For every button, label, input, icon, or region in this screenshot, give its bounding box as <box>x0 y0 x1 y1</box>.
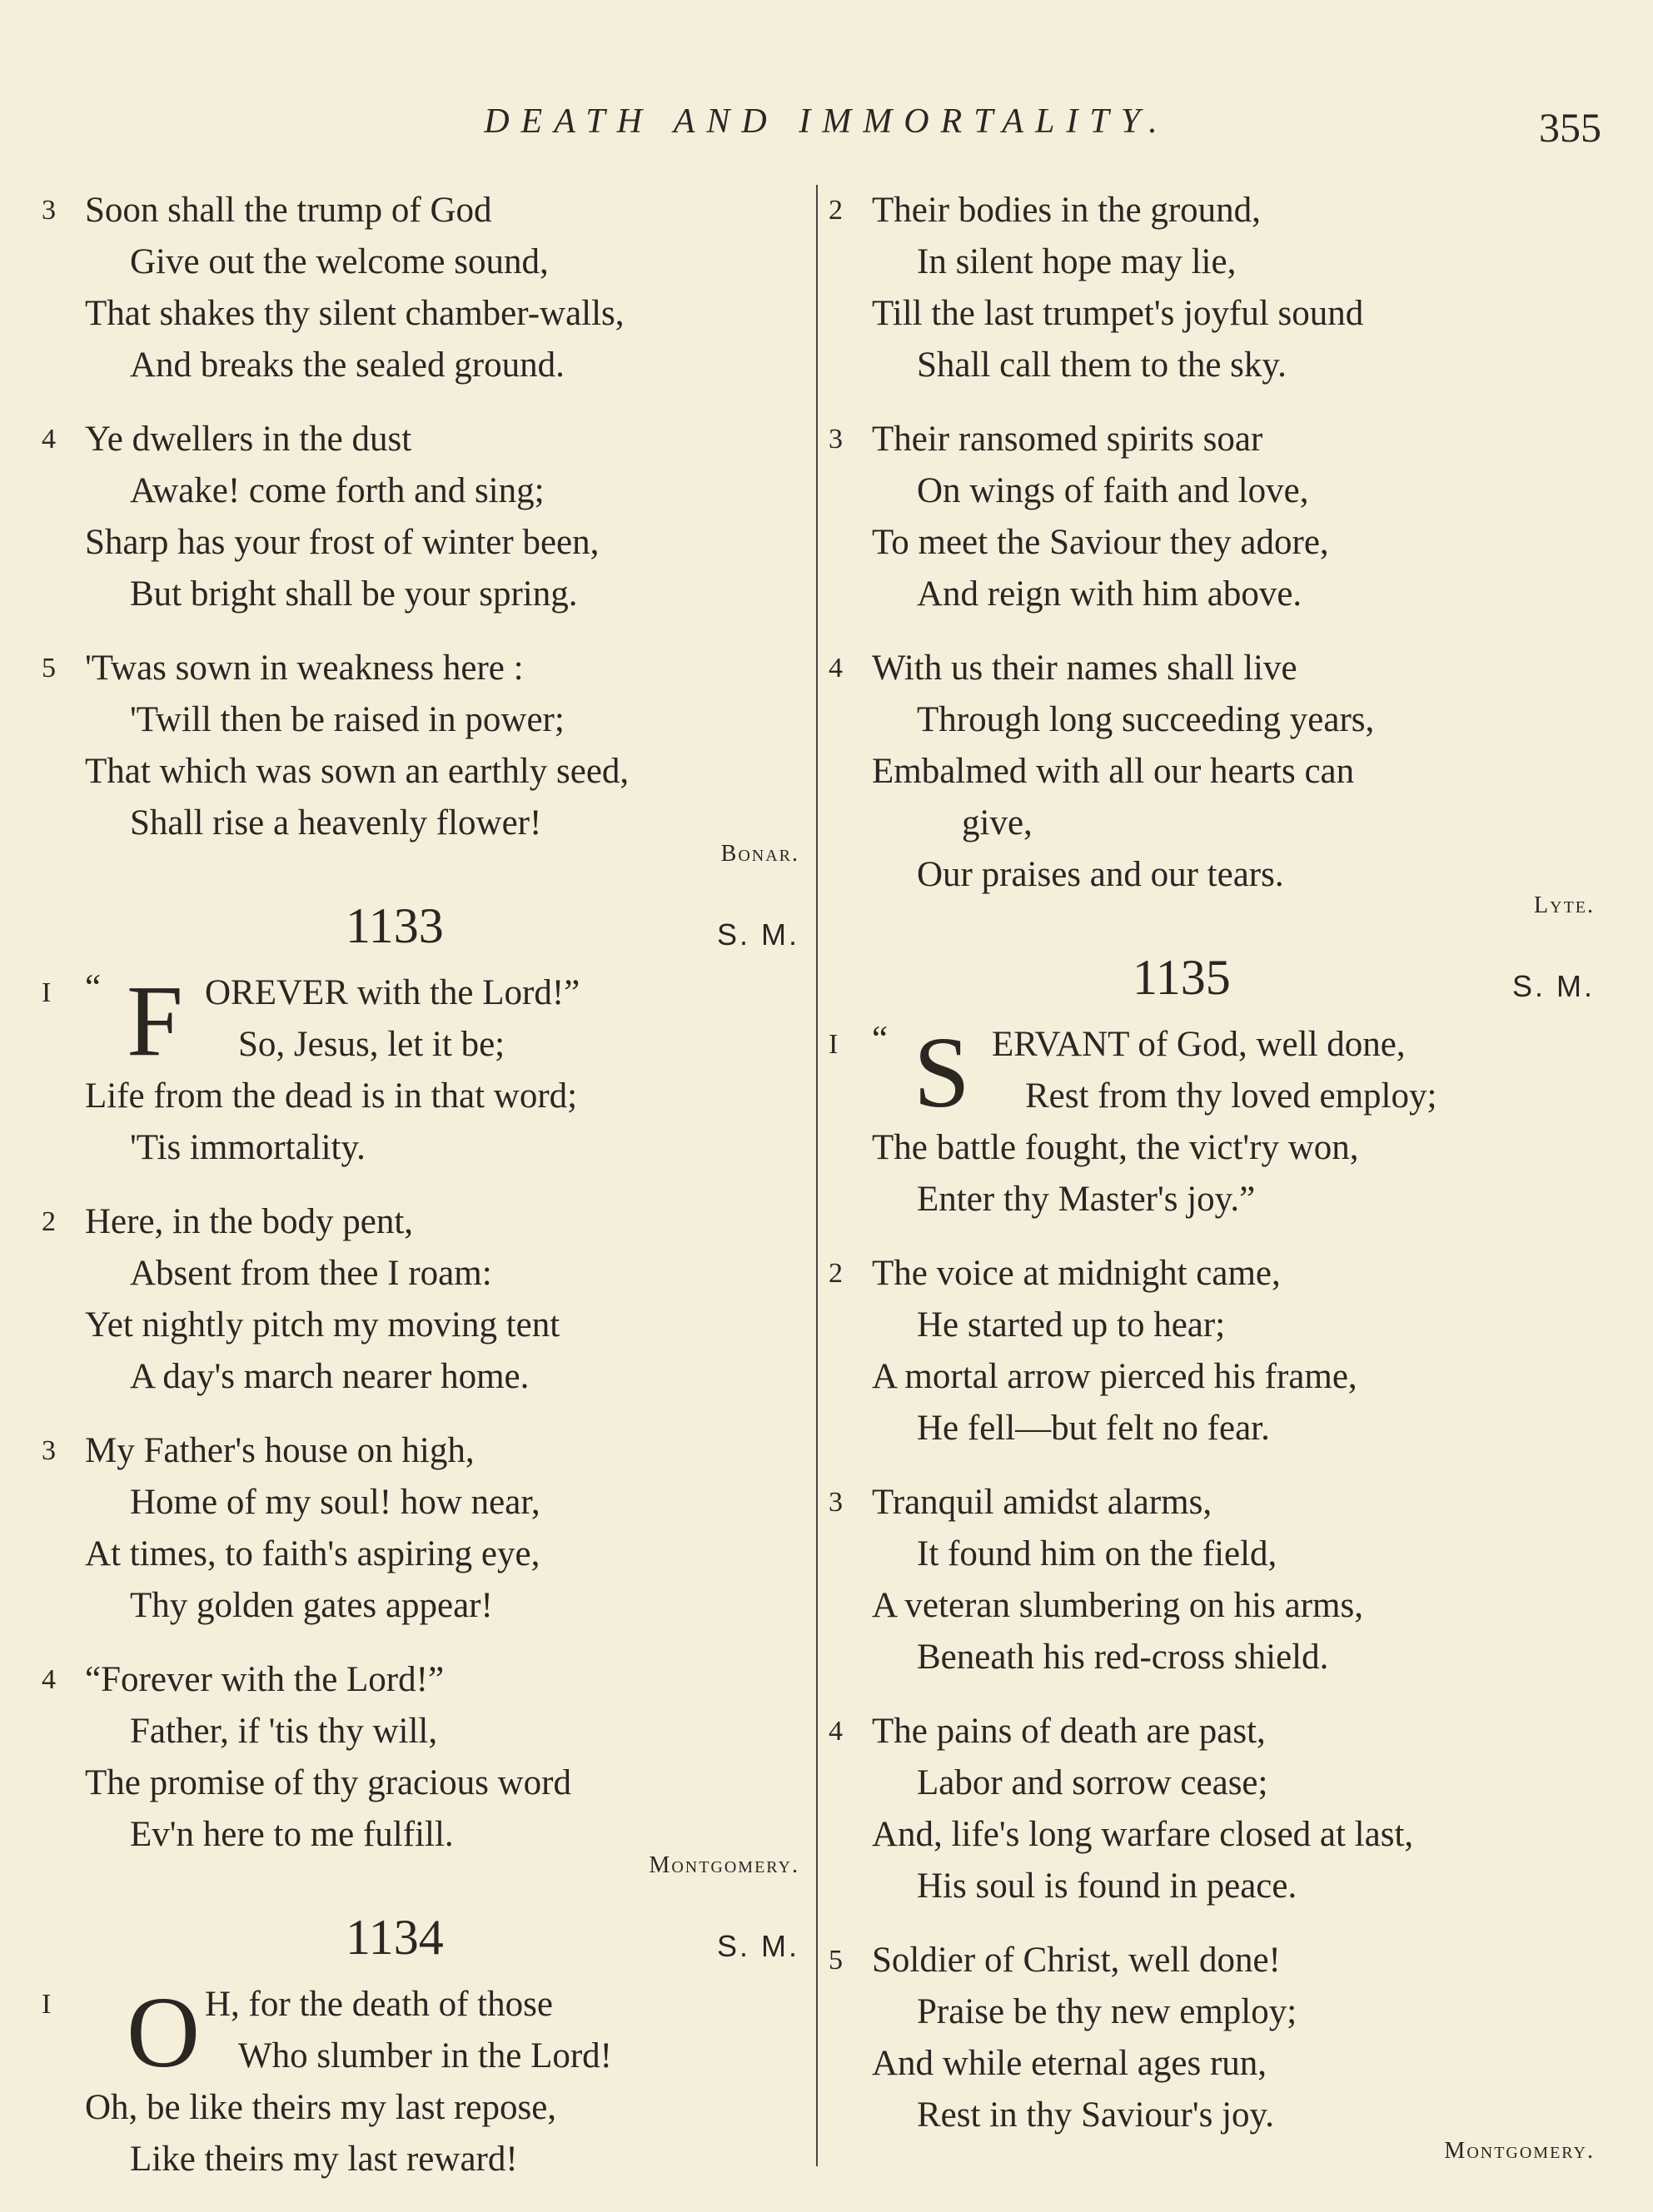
verse-line: Soldier of Christ, well done! <box>872 1941 1281 1980</box>
verse-line: With us their names shall live <box>872 649 1297 688</box>
hymn-heading <box>42 897 808 964</box>
verse-line: Father, if 'tis thy will, <box>130 1712 438 1751</box>
verse-line: And while eternal ages run, <box>872 2044 1267 2083</box>
verse-line: A veteran slumbering on his arms, <box>872 1586 1363 1625</box>
verse-line: Till the last trumpet's joyful sound <box>872 294 1364 333</box>
stanza <box>829 1019 1603 1225</box>
verse-line: Like theirs my last reward! <box>130 2140 518 2179</box>
verse-line: Yet nightly pitch my moving tent <box>85 1305 560 1345</box>
verse-line: He started up to hear; <box>917 1305 1226 1345</box>
verse-line: Sharp has your frost of winter been, <box>85 523 600 562</box>
verse-line: And, life's long warfare closed at last, <box>872 1815 1414 1854</box>
verse-line: Ev'n here to me fulfill. <box>130 1815 454 1854</box>
column-divider <box>816 185 818 2166</box>
stanza-number: 4 <box>829 653 843 683</box>
stanza-number: 2 <box>829 195 843 226</box>
verse-line: Absent from thee I roam: <box>130 1254 492 1293</box>
verse-line: Oh, be like theirs my last repose, <box>85 2088 557 2127</box>
stanza-number: 3 <box>42 195 56 226</box>
verse-line: Who slumber in the Lord! <box>238 2036 613 2075</box>
stanza-number: 3 <box>42 1435 56 1466</box>
hymn-meter: S. M. <box>716 917 799 952</box>
stanza-number: 4 <box>42 1664 56 1695</box>
stanza <box>829 643 1603 901</box>
verse-line: Shall call them to the sky. <box>917 345 1287 385</box>
hymn-meter: S. M. <box>716 1929 799 1963</box>
running-header: DEATH AND IMMORTALITY. <box>484 102 1169 141</box>
verse-line: Our praises and our tears. <box>917 855 1284 894</box>
stanza <box>829 185 1603 391</box>
stanza-number: 3 <box>829 424 843 455</box>
verse-line: In silent hope may lie, <box>917 242 1237 281</box>
verse-line: And reign with him above. <box>917 574 1302 614</box>
stanza <box>829 1935 1603 2141</box>
verse-line: A mortal arrow pierced his frame, <box>872 1357 1357 1396</box>
stanza-number: I <box>42 1989 52 2020</box>
stanza-number: 5 <box>42 653 56 683</box>
page-number: 355 <box>1539 104 1601 151</box>
verse-line: On wings of faith and love, <box>917 471 1309 510</box>
opening-quote: “ <box>872 1020 889 1059</box>
verse-line: The battle fought, the vict'ry won, <box>872 1128 1359 1167</box>
verse-line: Through long succeeding years, <box>917 700 1375 739</box>
stanza-number: 5 <box>829 1945 843 1976</box>
verse-line: The pains of death are past, <box>872 1712 1266 1751</box>
verse-line: But bright shall be your spring. <box>130 574 578 614</box>
verse-line: Rest from thy loved employ; <box>1025 1076 1437 1116</box>
verse-line: And breaks the sealed ground. <box>130 345 565 385</box>
verse-line: His soul is found in peace. <box>917 1867 1297 1906</box>
left-column <box>42 185 808 2208</box>
verse-line: Give out the welcome sound, <box>130 242 549 281</box>
verse-line: “Forever with the Lord!” <box>85 1660 445 1699</box>
verse-line: The voice at midnight came, <box>872 1254 1281 1293</box>
verse-line: 'Twill then be raised in power; <box>130 700 565 739</box>
stanza-number: 2 <box>42 1206 56 1237</box>
verse-line: Ye dwellers in the dust <box>85 420 412 459</box>
stanza-number: 4 <box>829 1716 843 1747</box>
verse-line: To meet the Saviour they adore, <box>872 523 1329 562</box>
hymn-meter: S. M. <box>1511 969 1595 1003</box>
verse-line: H, for the death of those <box>205 1985 553 2024</box>
stanza <box>42 967 808 1174</box>
verse-line: ERVANT of God, well done, <box>992 1025 1406 1064</box>
verse-line: Tranquil amidst alarms, <box>872 1483 1212 1522</box>
stanza-number: 2 <box>829 1258 843 1289</box>
verse-line: Life from the dead is in that word; <box>85 1076 578 1116</box>
stanza <box>829 1477 1603 1683</box>
verse-line: OREVER with the Lord!” <box>205 973 580 1012</box>
verse-line: Here, in the body pent, <box>85 1202 414 1241</box>
author-attribution: Lyte. <box>1534 892 1595 918</box>
verse-line: Enter thy Master's joy.” <box>917 1180 1256 1219</box>
stanza <box>42 1196 808 1403</box>
stanza <box>42 185 808 391</box>
verse-line: My Father's house on high, <box>85 1431 475 1470</box>
stanza <box>42 1425 808 1632</box>
stanza-number: 4 <box>42 424 56 455</box>
verse-line: Their bodies in the ground, <box>872 191 1261 230</box>
verse-line: Home of my soul! how near, <box>130 1483 540 1522</box>
author-attribution: Montgomery. <box>649 1852 799 1878</box>
hymn-number: 1133 <box>346 898 444 953</box>
stanza <box>42 1976 808 2185</box>
right-column <box>829 185 1603 2195</box>
verse-line: Their ransomed spirits soar <box>872 420 1263 459</box>
stanza-number: I <box>42 977 52 1008</box>
opening-quote: “ <box>85 968 102 1007</box>
verse-line: The promise of thy gracious word <box>85 1763 571 1802</box>
verse-line: Thy golden gates appear! <box>130 1586 493 1625</box>
stanza <box>42 1654 808 1861</box>
stanza <box>42 643 808 849</box>
stanza <box>42 414 808 620</box>
stanza <box>829 1706 1603 1912</box>
drop-cap: F <box>127 965 183 1077</box>
verse-line: Shall rise a heavenly flower! <box>130 803 542 843</box>
verse-line: Soon shall the trump of God <box>85 191 492 230</box>
hymn-number: 1135 <box>1133 950 1231 1005</box>
verse-line: Labor and sorrow cease; <box>917 1763 1268 1802</box>
verse-line: So, Jesus, let it be; <box>238 1025 505 1064</box>
verse-line: Awake! come forth and sing; <box>130 471 545 510</box>
verse-line: Rest in thy Saviour's joy. <box>917 2095 1274 2135</box>
verse-line: That shakes thy silent chamber-walls, <box>85 294 625 333</box>
stanza <box>829 1248 1603 1454</box>
verse-line: 'Twas sown in weakness here : <box>85 649 524 688</box>
verse-line: A day's march nearer home. <box>130 1357 530 1396</box>
verse-line: It found him on the field, <box>917 1534 1277 1573</box>
hymn-number: 1134 <box>346 1910 444 1965</box>
verse-line: 'Tis immortality. <box>130 1128 366 1167</box>
drop-cap: O <box>127 1976 201 2089</box>
drop-cap: S <box>914 1017 970 1129</box>
author-attribution: Bonar. <box>720 841 799 867</box>
verse-line: give, <box>962 803 1033 843</box>
verse-line: He fell—but felt no fear. <box>917 1409 1270 1448</box>
verse-line: At times, to faith's aspiring eye, <box>85 1534 540 1573</box>
hymn-heading <box>829 949 1603 1016</box>
stanza-number: I <box>829 1029 839 1060</box>
verse-line: That which was sown an earthly seed, <box>85 752 630 791</box>
hymn-heading <box>42 1909 808 1976</box>
verse-line: Embalmed with all our hearts can <box>872 752 1355 791</box>
verse-line: Praise be thy new employ; <box>917 1992 1297 2031</box>
stanza-number: 3 <box>829 1487 843 1518</box>
stanza <box>829 414 1603 620</box>
author-attribution: Montgomery. <box>1444 2138 1595 2164</box>
verse-line: Beneath his red-cross shield. <box>917 1638 1329 1677</box>
